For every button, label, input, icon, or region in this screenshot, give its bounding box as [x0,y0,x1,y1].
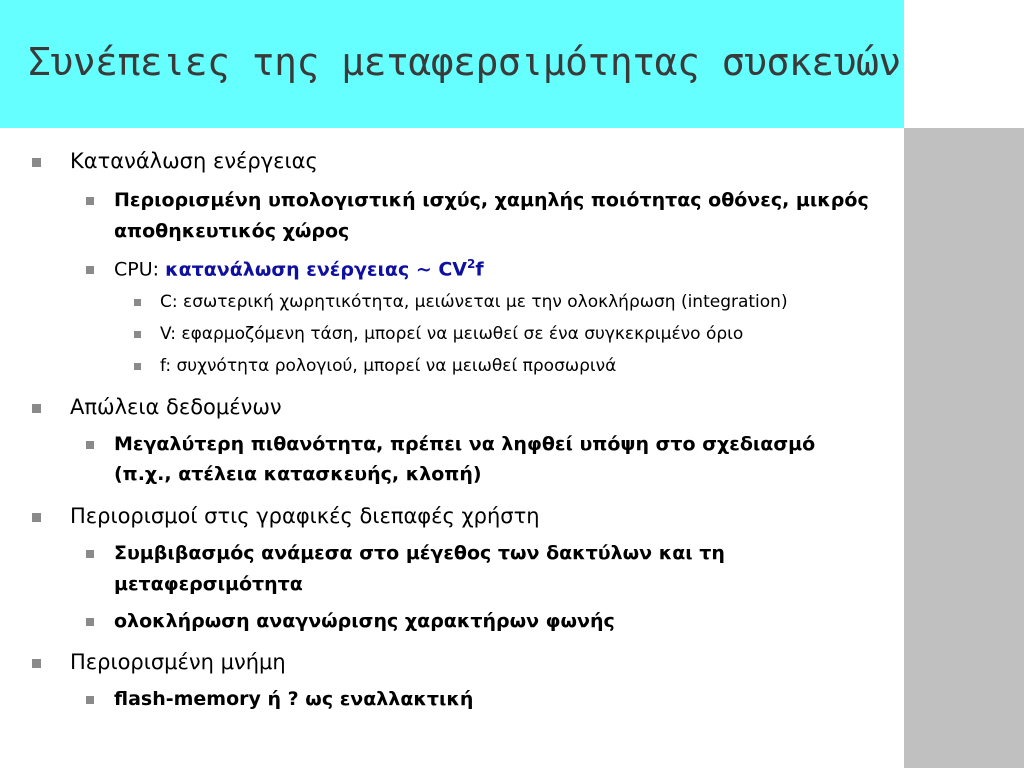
cpu-prefix: CPU: [114,258,166,281]
bullet-energy: Κατανάλωση ενέργειας [70,149,318,173]
bullet-square-icon [32,513,41,522]
ui-tradeoff-line2: μεταφερσιμότητα [114,573,303,595]
cpu-power-formula: κατανάλωση ενέργειας ~ CV [165,258,468,281]
data-loss-line1: Μεγαλύτερη πιθανότητα, πρέπει να ληφθεί υπόψη στο σχεδιασμό [114,433,816,455]
ui-voice-recognition: ολοκλήρωση αναγνώρισης χαρακτήρων φωνής [114,610,615,632]
bullet-ui-limits: Περιορισμοί στις γραφικές διεπαφές χρήστη [70,504,540,528]
bullet-square-icon [86,441,94,449]
bullet-square-icon [134,331,141,338]
bullet-data-loss: Απώλεια δεδομένων [70,395,282,419]
bullet-square-icon [86,696,94,704]
bullet-square-icon [32,158,41,167]
energy-limits-line2: αποθηκευτικός χώρος [114,220,350,242]
f-frequency-item: f: συχνότητα ρολογιού, μπορεί να μειωθεί προσωρινά [160,356,617,376]
bullet-memory: Περιορισμένη μνήμη [70,650,286,674]
bullet-square-icon [86,266,94,274]
bullet-square-icon [134,363,141,370]
bullet-square-icon [134,299,141,306]
bullet-square-icon [32,404,41,413]
bullet-square-icon [86,197,94,205]
c-capacitance-item: C: εσωτερική χωρητικότητα, μειώνεται με την ολοκλήρωση (integration) [160,292,788,312]
bullet-square-icon [32,659,41,668]
bullet-square-icon [86,550,94,558]
cpu-power-exponent: 2 [467,257,476,271]
slide-title: Συνέπειες της μεταφερσιμότητας συσκευών [28,40,901,84]
cpu-power-line [114,257,484,280]
energy-limits-line1: Περιορισμένη υπολογιστική ισχύς, χαμηλής ποιότητας οθόνες, μικρός [114,189,869,211]
cpu-power-frequency: f [475,258,484,281]
ui-tradeoff-line1: Συμβιβασμός ανάμεσα στο μέγεθος των δακτύλων και τη [114,542,725,564]
memory-flash-item: flash-memory ή ? ως εναλλακτική [114,688,474,710]
v-voltage-item: V: εφαρμοζόμενη τάση, μπορεί να μειωθεί σε ένα συγκεκριμένο όριο [160,324,744,344]
data-loss-line2: (π.χ., ατέλεια κατασκευής, κλοπή) [114,463,482,485]
bullet-square-icon [86,618,94,626]
